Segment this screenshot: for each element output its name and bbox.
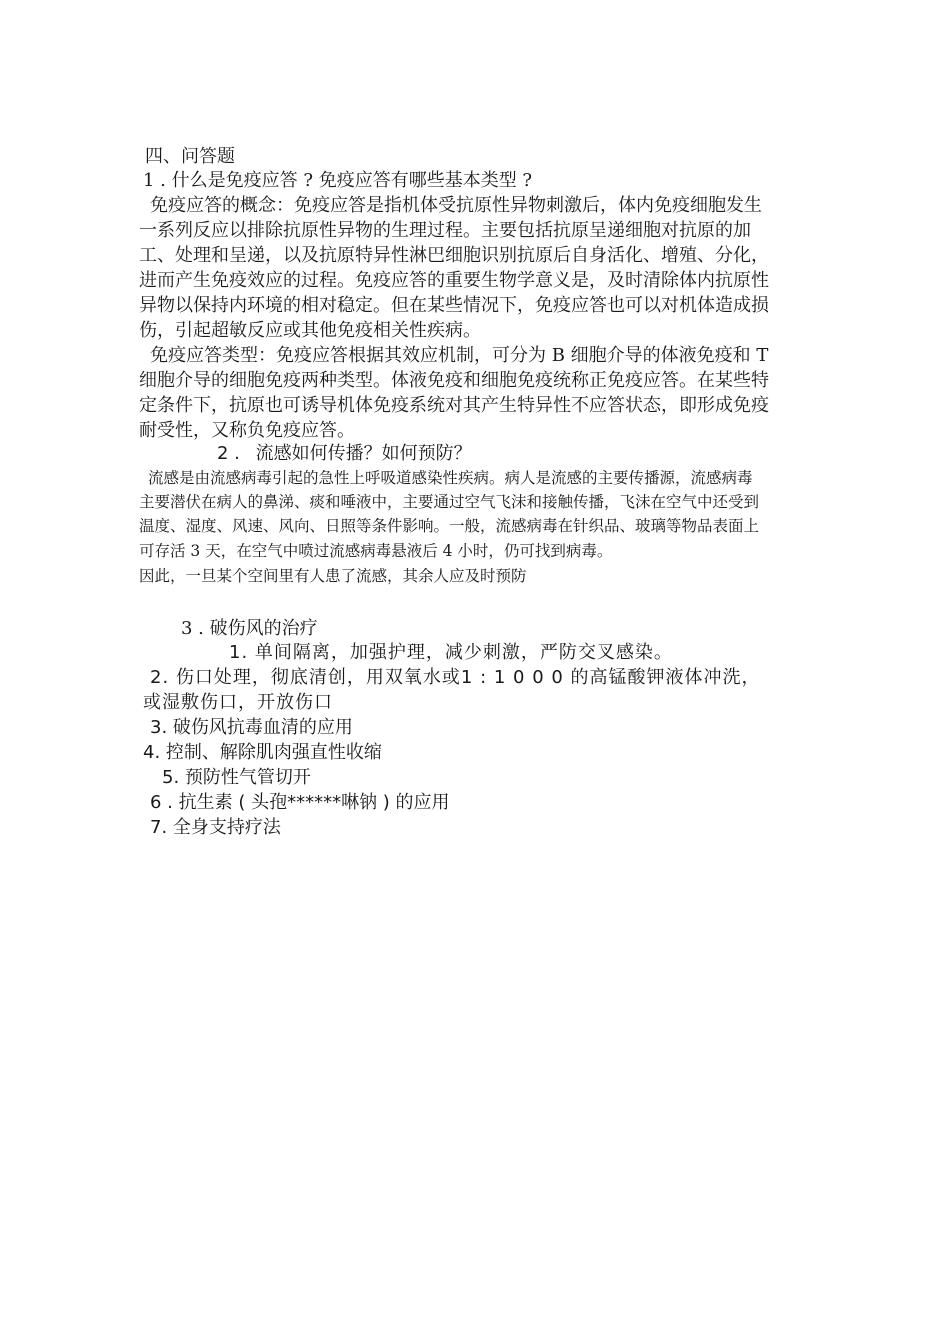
q2-answer-line: 温度、湿度、风速、风向、日照等条件影响。一般，流感病毒在针织品、玻璃等物品表面上: [139, 517, 760, 535]
q3-item: 4. 控制、解除肌肉强直性收缩: [143, 742, 382, 763]
section-heading: 四、问答题: [145, 146, 235, 167]
q3-item: 6 . 抗生素 ( 头孢******啉钠 ) 的应用: [150, 792, 450, 813]
question-1: 1 . 什么是免疫应答 ? 免疫应答有哪些基本类型 ?: [143, 170, 533, 191]
q3-item: 3. 破伤风抗毒血清的应用: [150, 717, 353, 738]
q1-type-line: 耐受性，又称负免疫应答。: [139, 420, 355, 441]
q1-concept-line: 异物以保持内环境的相对稳定。但在某些情况下，免疫应答也可以对机体造成损: [139, 295, 769, 316]
q3-item: 5. 预防性气管切开: [162, 767, 311, 788]
q1-type-line: 细胞介导的细胞免疫两种类型。体液免疫和细胞免疫统称正免疫应答。在某些特: [139, 370, 769, 391]
question-2-number: 2 .: [217, 443, 240, 464]
question-3: 3 . 破伤风的治疗: [181, 618, 318, 639]
q1-concept-line: 伤，引起超敏反应或其他免疫相关性疾病。: [139, 320, 481, 341]
q3-item: 1. 单间隔离，加强护理，减少刺激，严防交叉感染。: [229, 642, 673, 663]
q1-type-line: 免疫应答类型：免疫应答根据其效应机制，可分为 B 细胞介导的体液免疫和 T: [150, 345, 769, 366]
question-2: [217, 442, 472, 466]
question-2-text: 流感如何传播？如何预防？: [255, 443, 472, 464]
q1-concept-line: 免疫应答的概念：免疫应答是指机体受抗原性异物刺激后，体内免疫细胞发生: [150, 195, 762, 216]
q2-answer-line: 主要潜伏在病人的鼻涕、痰和唾液中，主要通过空气飞沫和接触传播，飞沫在空气中还受到: [139, 493, 760, 511]
q1-concept-line: 进而产生免疫效应的过程。免疫应答的重要生物学意义是，及时清除体内抗原性: [139, 270, 769, 291]
q3-item: 2. 伤口处理，彻底清创，用双氧水或1 : 1 0 0 0 的高锰酸钾液体冲洗，: [150, 667, 761, 688]
q3-item: 或湿敷伤口，开放伤口: [143, 692, 333, 713]
q2-answer-line: 因此，一旦某个空间里有人患了流感，其余人应及时预防: [139, 567, 527, 585]
q1-concept-line: 一系列反应以排除抗原性异物的生理过程。主要包括抗原呈递细胞对抗原的加: [139, 220, 751, 241]
q3-item: 7. 全身支持疗法: [150, 817, 281, 838]
q2-answer-line: 可存活 3 天，在空气中喷过流感病毒悬液后 4 小时，仍可找到病毒。: [139, 542, 613, 560]
q1-type-line: 定条件下，抗原也可诱导机体免疫系统对其产生特异性不应答状态，即形成免疫: [139, 395, 769, 416]
q2-answer-line: 流感是由流感病毒引起的急性上呼吸道感染性疾病。病人是流感的主要传播源，流感病毒: [148, 469, 753, 487]
q1-concept-line: 工、处理和呈递，以及抗原特异性淋巴细胞识别抗原后自身活化、增殖、分化，: [139, 245, 769, 266]
